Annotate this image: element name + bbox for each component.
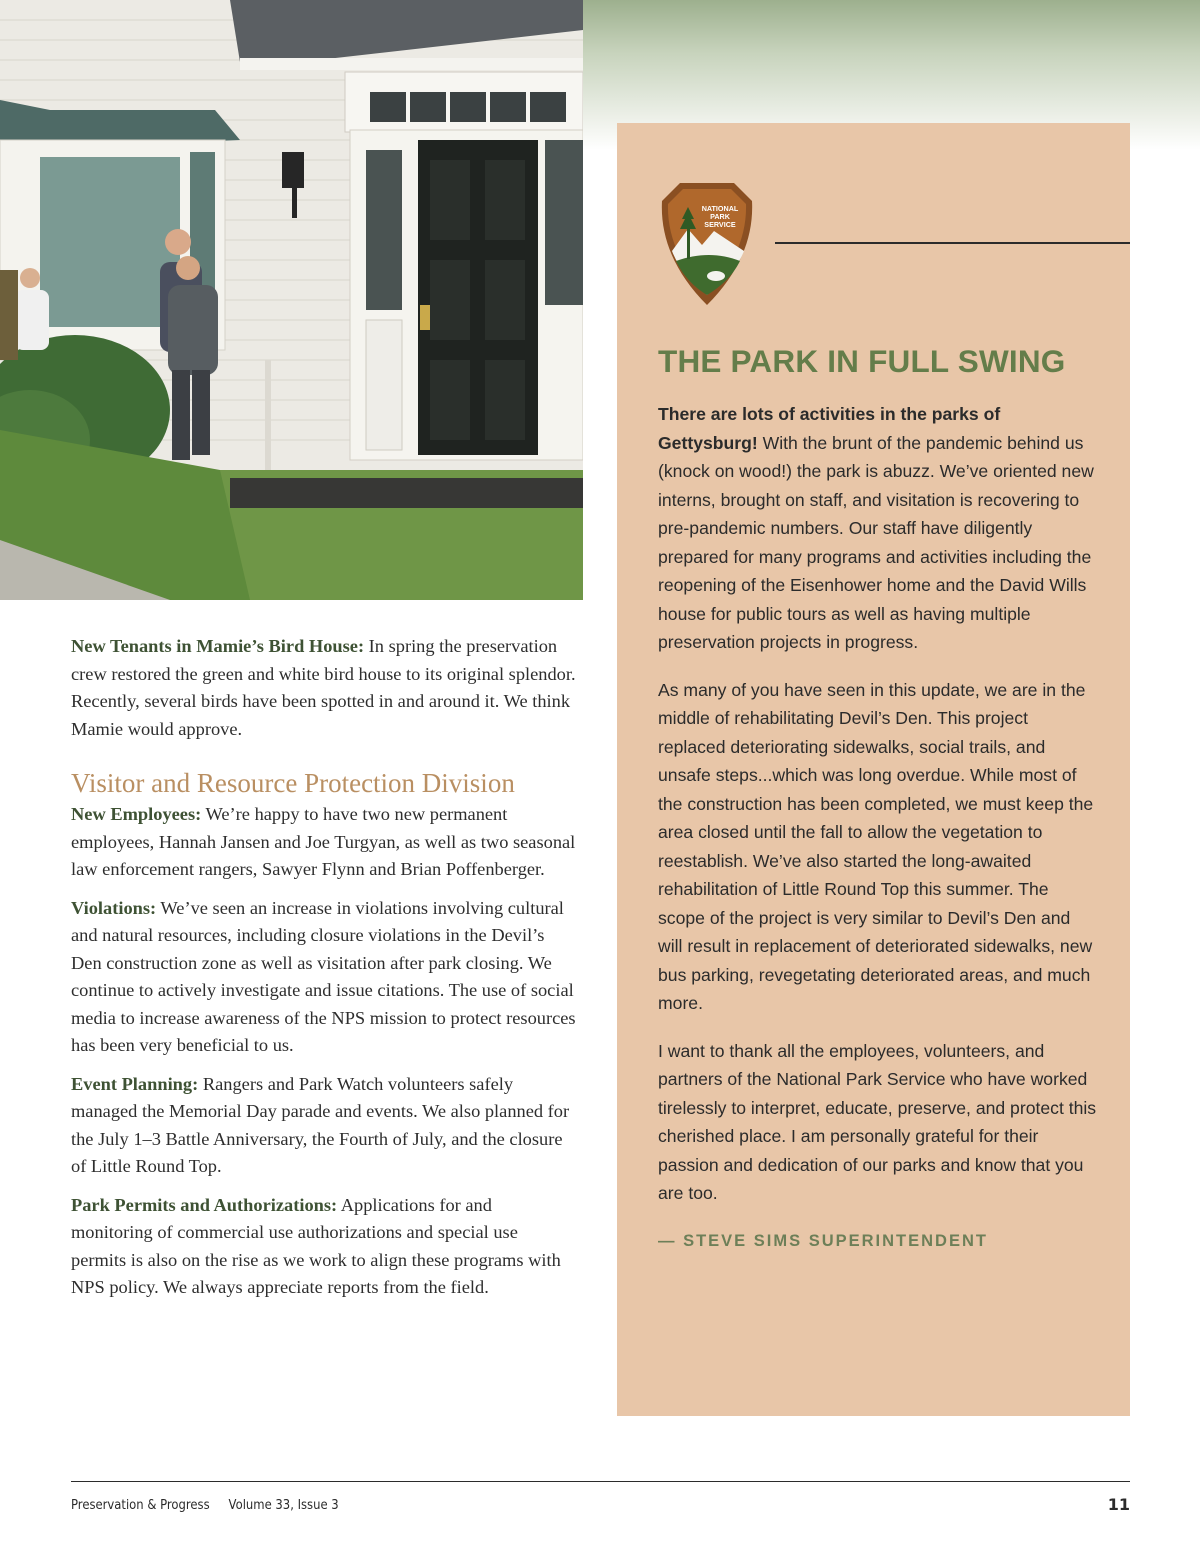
footer-divider [71,1481,1130,1482]
birdhouse-lead: New Tenants in Mamie’s Bird House: [71,636,365,656]
permits-text: Applications for and monitoring of commercial use authorizations and special use permits is also on the rise as we work to align these programs with NPS policy. We always appreciate reports from the field. [71,1194,561,1297]
footer-publication-info [71,1497,339,1513]
nps-logo-text-national: NATIONAL [701,204,739,213]
issue-info: Volume 33, Issue 3 [228,1497,339,1513]
house-photo [0,0,583,600]
sidebar-paragraph-3: I want to thank all the employees, volunteers, and partners of the National Park Service who have worked tirelessly to interpret, educate, preserve, and protect this cherished place. I am personally grateful for their passion and dedication of our parks and know that you are too. [658,1040,1097,1203]
sidebar-body [658,400,1098,1255]
birdhouse-paragraph [71,633,576,743]
sidebar-title: THE PARK IN FULL SWING [658,343,1066,379]
sidebar-divider [775,242,1130,244]
violations-text: We’ve seen an increase in violations involving cultural and natural resources, including closure violations in the Devil’s Den construction zone as well as visitation after park closing. We continue to actively investigate and issue citations. The use of social media to increase awareness of the NPS mission to protect resources has been very beneficial to us. [71,897,576,1055]
violations-lead: Violations: [71,897,157,918]
nps-logo-text-service: SERVICE [704,220,736,229]
nps-arrowhead-icon [658,179,756,307]
section-title: Visitor and Resource Protection Division [71,768,515,798]
employees-paragraph [71,801,576,884]
permits-lead: Park Permits and Authorizations: [71,1194,338,1215]
sidebar-paragraph-1 [658,400,1098,657]
page-number: 11 [1107,1495,1130,1514]
nps-logo-text-park: PARK [710,212,730,221]
employees-text: We’re happy to have two new permanent employees, Hannah Jansen and Joe Turgyan, as well as two seasonal law enforcement rangers, Sawyer Flynn and Brian Poffenberger. [71,804,576,879]
signature: — STEVE SIMS SUPERINTENDENT [658,1231,988,1250]
events-text: Rangers and Park Watch volunteers safely managed the Memorial Day parade and events. We also planned for the July 1–3 Battle Anniversary, the Fourth of July, and the closure of Little Round Top. [71,1073,570,1176]
birdhouse-text: In spring the preservation crew restored the green and white bird house to its original splendor. Recently, several birds have been spotted in and around it. We think Mamie would approve. [71,636,576,739]
permits-paragraph [71,1192,576,1302]
sidebar-paragraph-1-text: With the brunt of the pandemic behind us (knock on wood!) the park is abuzz. We’ve oriented new interns, brought on staff, and visitation is recovering to pre-pandemic numbers. Our staff have diligently prepared for many programs and activities including the reopening of the Eisenhower home and the David Wills house for public tours as well as having multiple preservation projects in progress. [658,432,1094,652]
events-paragraph [71,1071,576,1181]
employees-lead: New Employees: [71,804,202,824]
events-lead: Event Planning: [71,1073,199,1094]
publication-name: Preservation & Progress [71,1497,210,1513]
sidebar-lead: There are lots of activities in the parks of Gettysburg! [658,404,1001,453]
left-column [71,633,576,1313]
violations-paragraph [71,895,576,1060]
superintendent-sidebar [617,123,1130,1416]
sidebar-paragraph-2: As many of you have seen in this update, we are in the middle of rehabilitating Devil’s Den. This project replaced deteriorating sidewalks, social trails, and unsafe steps...which was long overdue. While most of the construction has been completed, we must keep the area closed until the fall to allow the vegetation to reestablish. We’ve also started the long-awaited rehabilitation of Little Round Top this summer. The scope of the project is very similar to Devil’s Den and will result in replacement of deteriorated sidewalks, new bus parking, revegetating deteriorated areas, and much more. [658,679,1094,1013]
